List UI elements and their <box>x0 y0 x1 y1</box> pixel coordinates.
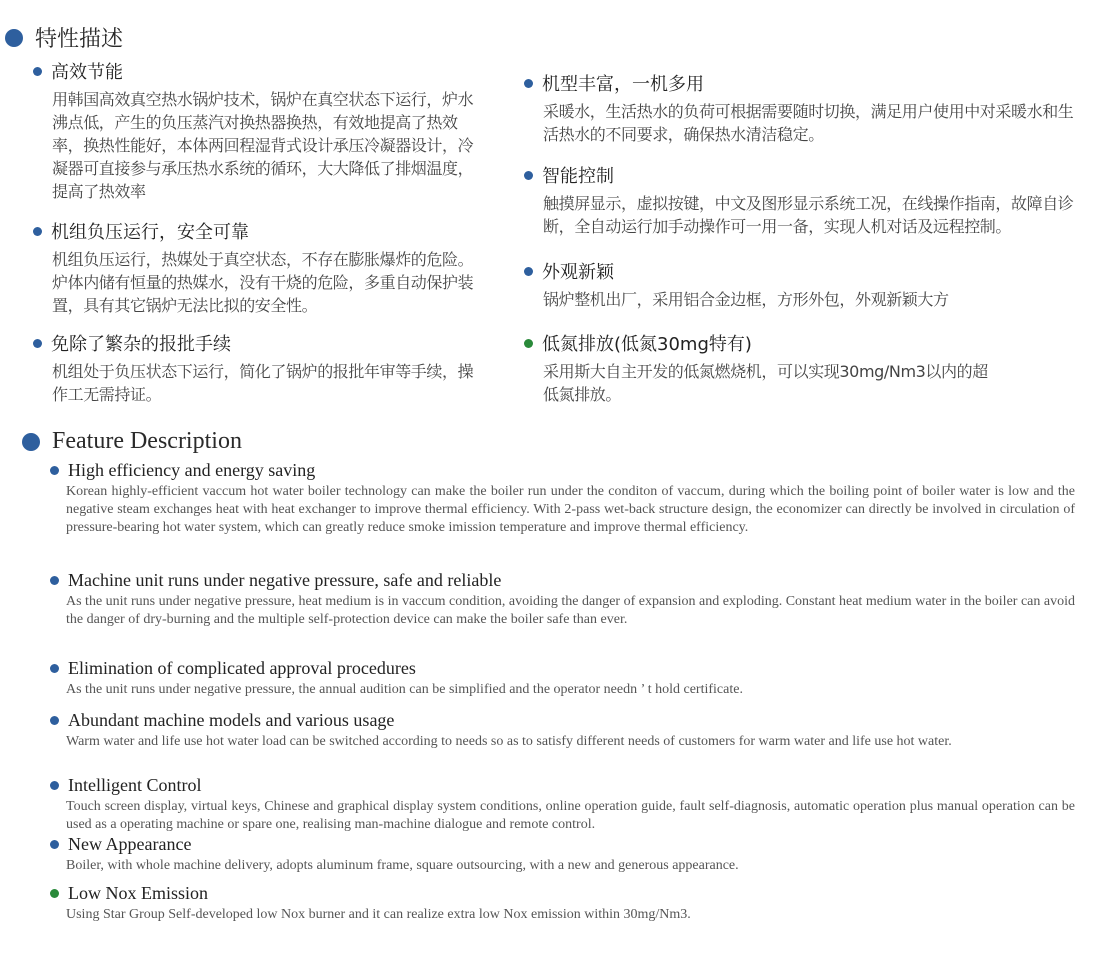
cn-item-title: 机组负压运行，安全可靠 <box>51 222 249 243</box>
bullet-icon <box>50 466 59 475</box>
bullet-icon <box>524 171 533 180</box>
en-item-intelligent <box>50 775 1075 834</box>
bullet-icon <box>33 339 42 348</box>
bullet-icon <box>33 67 42 76</box>
en-item-text: Warm water and life use hot water load can be switched according to needs so as to satisfy different needs of customers for warm water and life use hot water. <box>66 734 952 749</box>
bullet-icon <box>50 716 59 725</box>
cn-section-header <box>5 22 123 53</box>
cn-item-title: 智能控制 <box>542 166 614 187</box>
cn-item-title: 外观新颖 <box>542 262 614 283</box>
en-item-appearance <box>50 834 1075 875</box>
en-item-low-nox <box>50 883 1075 924</box>
cn-item-models <box>524 70 1084 146</box>
en-section-header <box>22 428 242 455</box>
cn-section-title: 特性描述 <box>35 27 124 52</box>
cn-item-title: 机型丰富，一机多用 <box>542 74 704 95</box>
bullet-icon <box>50 664 59 673</box>
cn-item-text: 采暖水，生活热水的负荷可根据需要随时切换，满足用户使用中对采暖水和生活热水的不同要求，确保热水清洁稳定。 <box>543 102 1074 144</box>
bullet-icon <box>50 576 59 585</box>
bullet-icon <box>524 267 533 276</box>
en-item-negative-pressure <box>50 570 1075 629</box>
en-item-title: High efficiency and energy saving <box>68 460 316 480</box>
cn-item-approval <box>33 330 478 406</box>
cn-item-text: 机组处于负压状态下运行，简化了锅炉的报批年审等手续，操作工无需持证。 <box>52 362 474 404</box>
bullet-icon <box>50 840 59 849</box>
en-item-text: Touch screen display, virtual keys, Chinese and graphical display system conditions, online operation guide, fault self-diagnosis, automatic operation plus manual operation can be used as a operating machine or spare one, realising man-machine dialogue and remote control. <box>66 799 1075 832</box>
bullet-icon <box>524 79 533 88</box>
cn-item-negative-pressure <box>33 218 478 317</box>
en-item-title: Machine unit runs under negative pressure, safe and reliable <box>68 570 502 590</box>
en-item-text: Using Star Group Self-developed low Nox burner and it can realize extra low Nox emission within 30mg/Nm3. <box>66 907 691 922</box>
section-bullet-icon <box>5 29 23 47</box>
cn-item-appearance <box>524 258 1084 311</box>
en-item-title: Abundant machine models and various usage <box>68 710 395 730</box>
section-bullet-icon <box>22 433 40 451</box>
en-item-text: Korean highly-efficient vaccum hot water boiler technology can make the boiler run under the conditon of vaccum, during which the boiling point of boiler water is low and the negative steam exchanges heat with heat exchanger to improve thermal efficiency. With 2-pass wet-back structure design, the economizer can directly be involved in circulation of pressure-bearing hot water system, which can greatly reduce smoke imission temperature and improve thermal efficiency. <box>66 484 1075 535</box>
cn-item-text: 机组负压运行，热媒处于真空状态，不存在膨胀爆炸的危险。炉体内储有恒量的热媒水，没有干烧的危险，多重自动保护装置，具有其它锅炉无法比拟的安全性。 <box>52 250 474 315</box>
cn-item-title: 免除了繁杂的报批手续 <box>51 334 231 355</box>
en-item-title: Intelligent Control <box>68 775 202 795</box>
cn-item-title: 高效节能 <box>51 62 123 83</box>
en-item-text: Boiler, with whole machine delivery, adopts aluminum frame, square outsourcing, with a new and generous appearance. <box>66 858 739 873</box>
en-item-approval <box>50 658 1075 699</box>
cn-item-intelligent <box>524 162 1084 238</box>
bullet-icon <box>50 781 59 790</box>
cn-item-text: 用韩国高效真空热水锅炉技术，锅炉在真空状态下运行，炉水沸点低，产生的负压蒸汽对换热器换热，有效地提高了热效率，换热性能好，本体两回程湿背式设计承压冷凝器设计，冷凝器可直接参与承压热水系统的循环，大大降低了排烟温度，提高了热效率 <box>52 90 474 201</box>
en-item-title: Low Nox Emission <box>68 883 209 903</box>
en-item-high-efficiency <box>50 460 1075 537</box>
cn-item-text: 锅炉整机出厂，采用铝合金边框，方形外包，外观新颖大方 <box>543 290 949 309</box>
bullet-icon <box>50 889 59 898</box>
en-section-title: Feature Description <box>52 428 242 454</box>
en-item-title: New Appearance <box>68 834 192 854</box>
cn-item-text: 触摸屏显示，虚拟按键，中文及图形显示系统工况，在线操作指南，故障自诊断，全自动运行加手动操作可一用一备，实现人机对话及远程控制。 <box>543 194 1074 236</box>
en-item-title: Elimination of complicated approval procedures <box>68 658 416 678</box>
cn-item-title: 低氮排放(低氮30mg特有) <box>542 334 752 355</box>
cn-item-high-efficiency <box>33 58 478 203</box>
en-item-text: As the unit runs under negative pressure, the annual audition can be simplified and the operator needn ’ t hold certificate. <box>66 682 743 697</box>
cn-item-low-nox <box>524 330 994 406</box>
cn-item-text: 采用斯大自主开发的低氮燃烧机，可以实现30mg/Nm3以内的超低氮排放。 <box>543 362 988 404</box>
en-item-models <box>50 710 1075 751</box>
bullet-icon <box>33 227 42 236</box>
bullet-icon <box>524 339 533 348</box>
en-item-text: As the unit runs under negative pressure, heat medium is in vaccum condition, avoiding the danger of expansion and exploding. Constant heat medium water in the boiler can avoid the danger of dry-burning and the multiple self-protection device can make the boiler safe than ever. <box>66 594 1075 627</box>
